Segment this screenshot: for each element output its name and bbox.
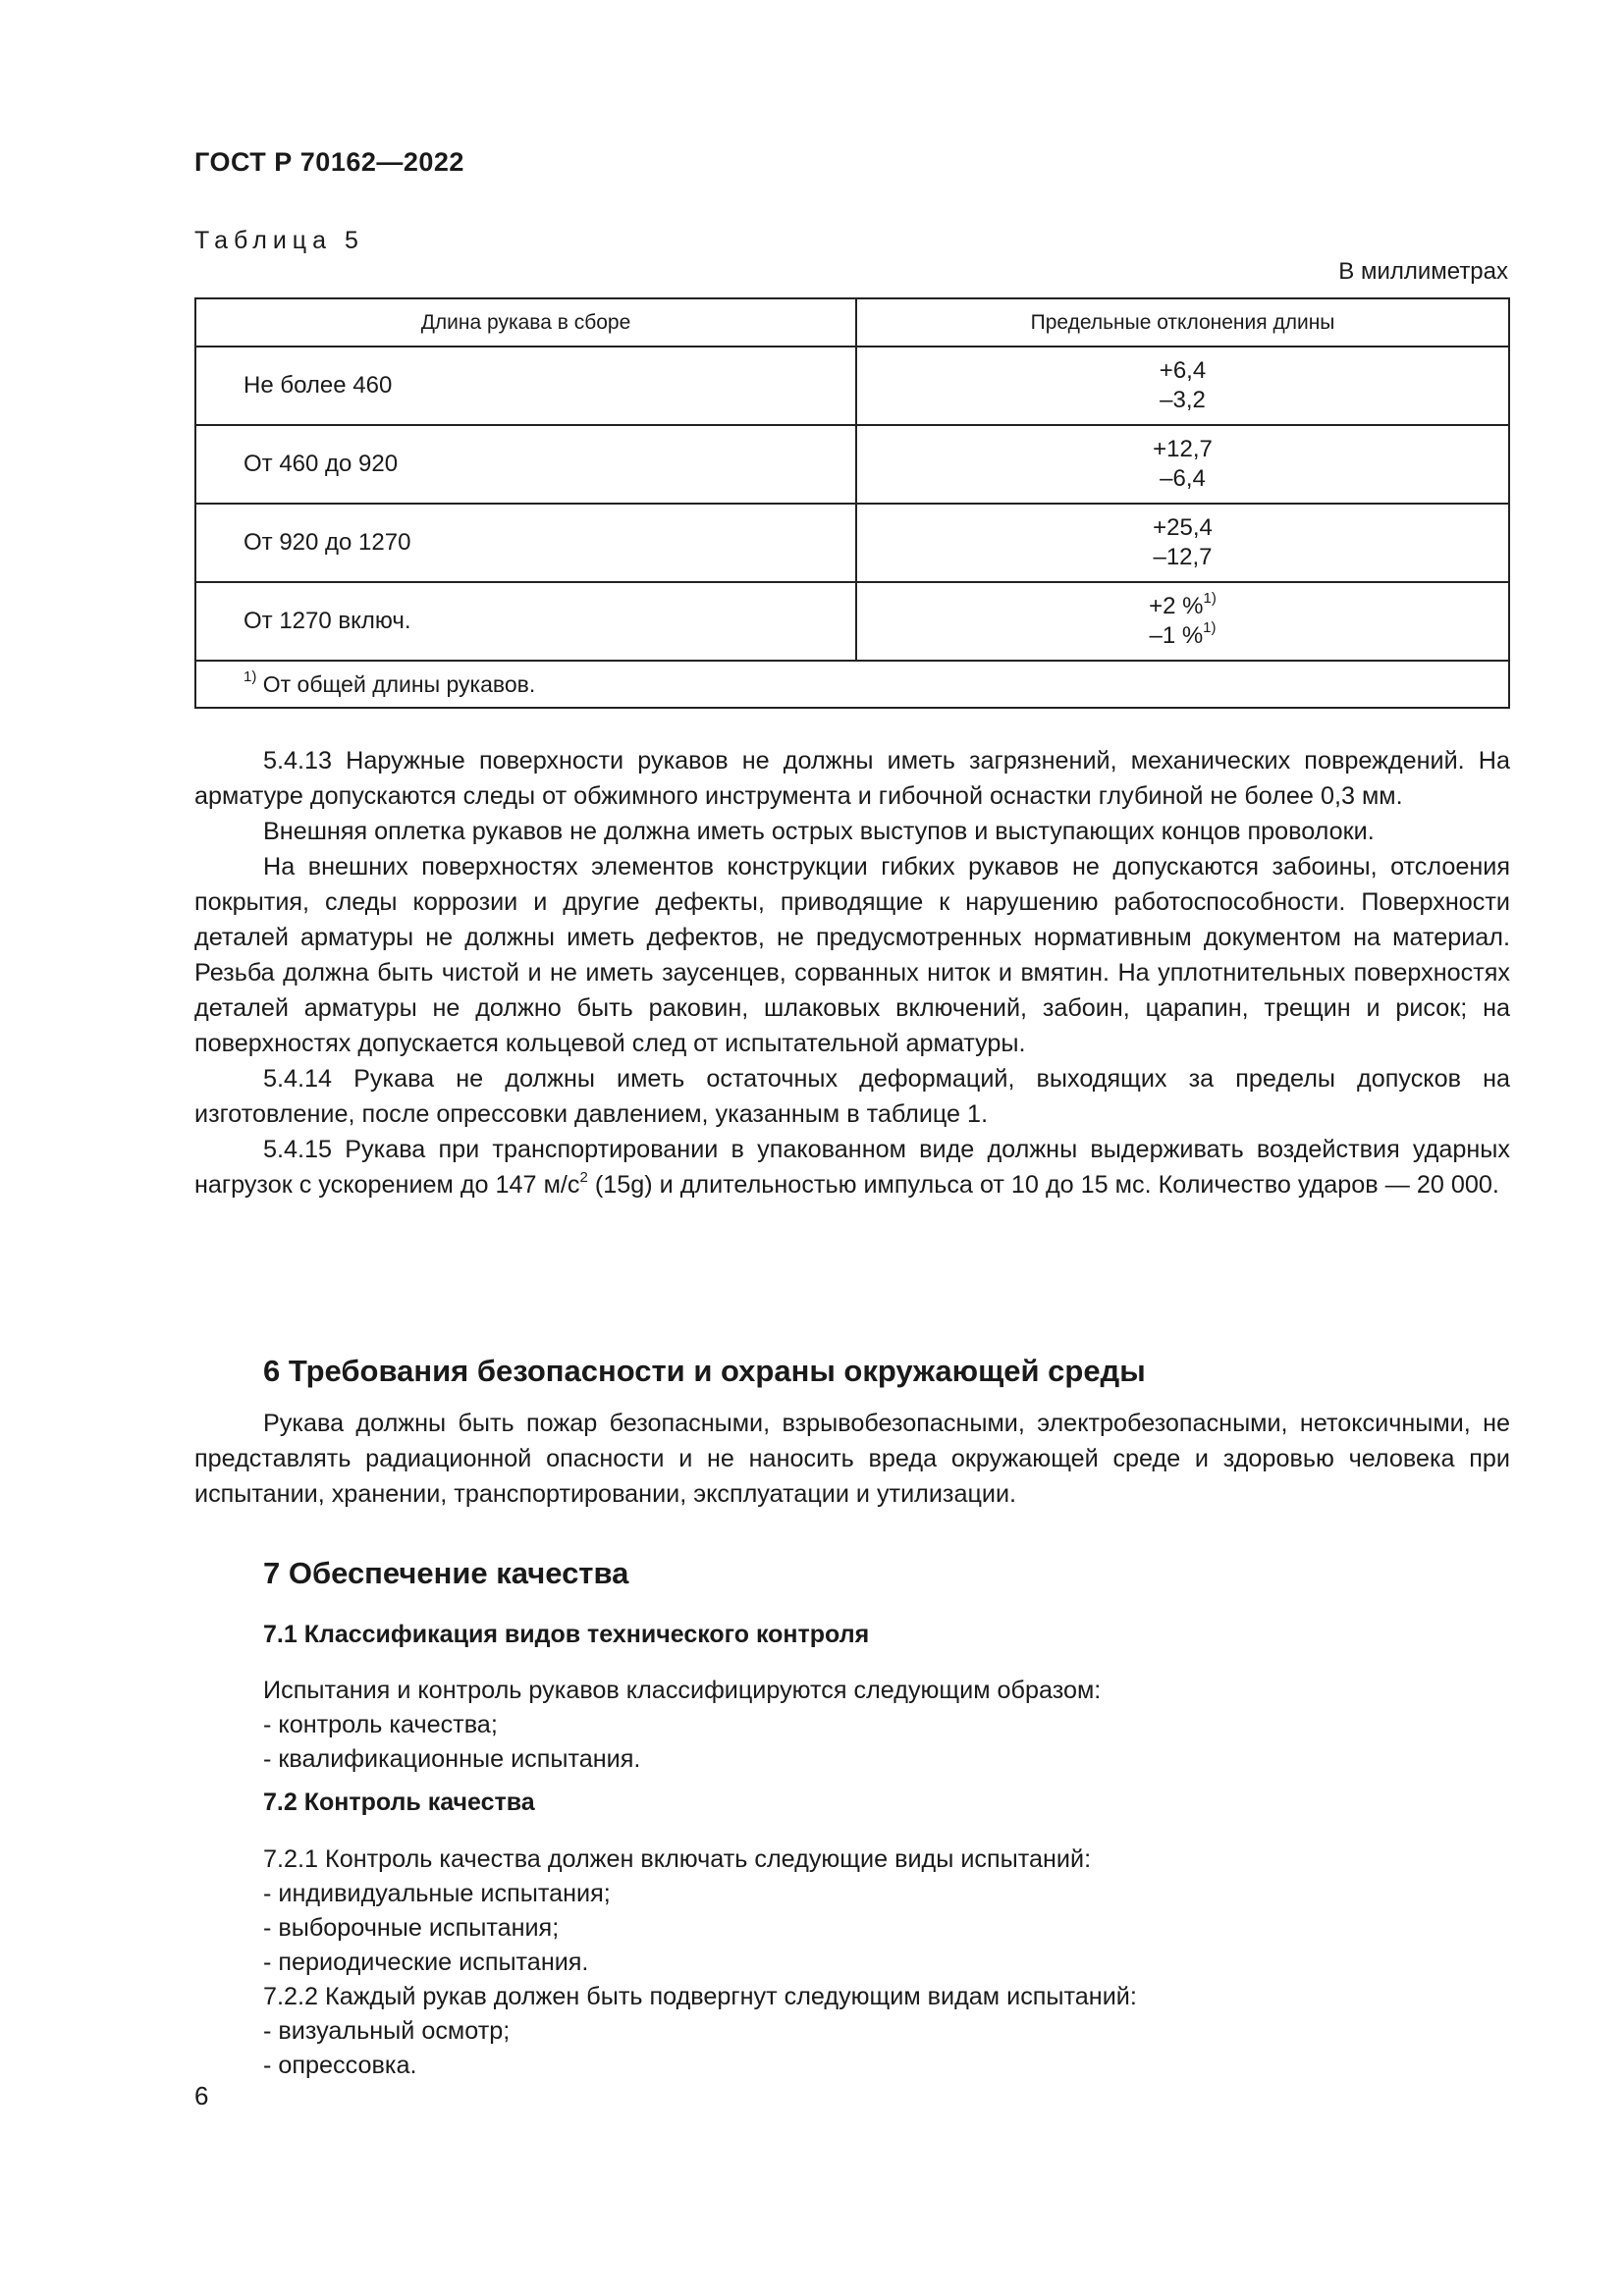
paragraph-text: 5.4.15 Рукава при транспортировании в упакованном виде должны выдерживать воздействия ударных нагрузок с ускорением до 147 м/с	[194, 1136, 1510, 1199]
paragraph: На внешних поверхностях элементов конструкции гибких рукавов не допускаются забоины, отслоения покрытия, следы коррозии и другие дефекты, приводящие к нарушению работоспособности. Поверхности деталей арматуры не должны иметь дефектов, не предусмотренных нормативным документом на материал. Резьба должна быть чистой и не иметь заусенцев, сорванных ниток и вмятин. На уплотнительных поверхностях деталей арматуры не должно быть раковин, шлаковых включений, забоин, царапин, трещин и рисок; на поверхностях допускается кольцевой след от испытательной арматуры.	[194, 853, 1510, 1057]
list-item: - опрессовка.	[263, 2052, 417, 2079]
length-cell: Не более 460	[195, 347, 856, 425]
superscript: 2	[579, 1168, 588, 1186]
deviation-minus: –1 %	[1149, 622, 1204, 649]
table-caption: Таблица 5	[194, 227, 364, 254]
table-row	[195, 582, 1509, 661]
section-6-heading: 6 Требования безопасности и охраны окружающей среды	[263, 1354, 1146, 1388]
list-intro: Испытания и контроль рукавов классифицируются следующим образом:	[263, 1677, 1102, 1704]
footnote-ref: 1)	[1203, 619, 1217, 636]
list-item: - индивидуальные испытания;	[263, 1880, 611, 1907]
length-cell: От 920 до 1270	[195, 504, 856, 582]
subsection-7-2-heading: 7.2 Контроль качества	[263, 1789, 535, 1816]
subsection-7-1-heading: 7.1 Классификация видов технического контроля	[263, 1621, 870, 1648]
paragraph: Рукава должны быть пожар безопасными, взрывобезопасными, электробезопасными, нетоксичными, не представлять радиационной опасности и не наносить вреда окружающей среде и здоровью человека при испытании, хранении, транспортировании, эксплуатации и утилизации.	[194, 1410, 1510, 1508]
document-header: ГОСТ Р 70162—2022	[194, 147, 464, 177]
length-cell: От 1270 включ.	[195, 582, 856, 661]
deviation-cell	[856, 347, 1509, 425]
section-6-text	[194, 1406, 1510, 1512]
paragraph: 5.4.14 Рукава не должны иметь остаточных деформаций, выходящих за пределы допусков на изготовление, после опрессовки давлением, указанным в таблице 1.	[194, 1065, 1510, 1128]
table-footnote-row	[195, 661, 1509, 708]
deviation-cell	[856, 504, 1509, 582]
table-row	[195, 504, 1509, 582]
list-item: - квалификационные испытания.	[263, 1745, 641, 1773]
length-deviation-table	[194, 297, 1510, 709]
list-intro: 7.2.1 Контроль качества должен включать следующие виды испытаний:	[263, 1845, 1092, 1873]
deviation-cell	[856, 425, 1509, 504]
deviation-plus: +2 %	[1149, 593, 1204, 619]
paragraph: Внешняя оплетка рукавов не должна иметь острых выступов и выступающих концов проволоки.	[263, 818, 1375, 845]
footnote-ref: 1)	[1203, 590, 1217, 607]
list-item: - контроль качества;	[263, 1711, 498, 1738]
paragraph	[194, 1132, 1510, 1202]
section-5-text	[194, 743, 1510, 1202]
subsection-7-1-list	[263, 1674, 1101, 1777]
list-item: - визуальный осмотр;	[263, 2017, 511, 2045]
column-header-deviation: Предельные отклонения длины	[856, 298, 1509, 347]
deviation-plus: +25,4	[1153, 514, 1213, 541]
list-item: - выборочные испытания;	[263, 1914, 560, 1942]
length-cell: От 460 до 920	[195, 425, 856, 504]
paragraph-text: (15g) и длительностью импульса от 10 до 15 мс. Количество ударов — 20 000.	[587, 1171, 1499, 1199]
table-header-row	[195, 298, 1509, 347]
table-units: В миллиметрах	[1338, 258, 1508, 285]
list-item: - периодические испытания.	[263, 1949, 589, 1976]
table-row	[195, 347, 1509, 425]
deviation-cell	[856, 582, 1509, 661]
paragraph: 5.4.13 Наружные поверхности рукавов не должны иметь загрязнений, механических повреждений. На арматуре допускаются следы от обжимного инструмента и гибочной оснастки глубиной не более 0,3 мм.	[194, 747, 1510, 810]
list-intro: 7.2.2 Каждый рукав должен быть подвергнут следующим видам испытаний:	[263, 1983, 1137, 2010]
deviation-minus: –6,4	[1160, 465, 1206, 492]
page-number: 6	[194, 2081, 209, 2110]
footnote-mark: 1)	[244, 667, 257, 685]
subsection-7-2-list	[263, 1842, 1137, 2083]
deviation-minus: –12,7	[1153, 544, 1213, 570]
deviation-plus: +6,4	[1159, 357, 1207, 384]
table-footnote	[195, 661, 1509, 708]
table-row	[195, 425, 1509, 504]
deviation-plus: +12,7	[1153, 436, 1213, 462]
deviation-minus: –3,2	[1160, 387, 1206, 413]
column-header-length: Длина рукава в сборе	[195, 298, 856, 347]
section-7-heading: 7 Обеспечение качества	[263, 1556, 629, 1590]
footnote-text: От общей длины рукавов.	[256, 670, 536, 697]
